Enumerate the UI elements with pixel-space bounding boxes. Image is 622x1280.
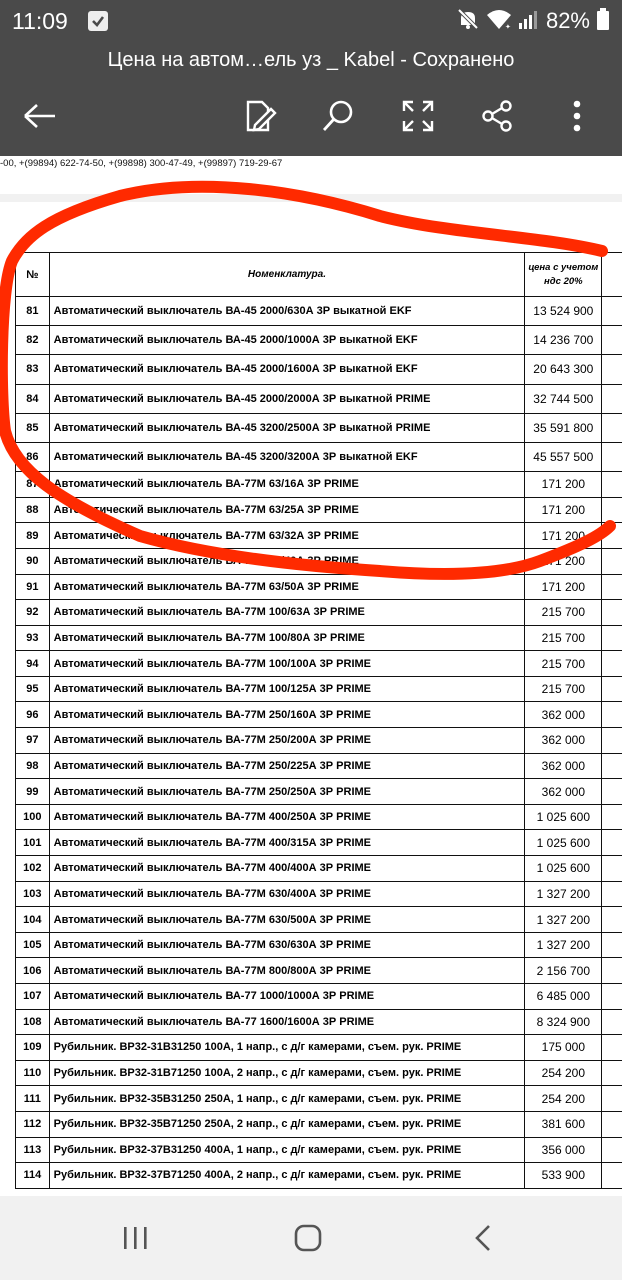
row-number: 91 bbox=[16, 574, 50, 600]
row-number: 103 bbox=[16, 881, 50, 907]
row-name: Автоматический выключатель ВА-77М 400/315А 3Р PRIME bbox=[49, 830, 525, 856]
row-name: Автоматический выключатель ВА-45 3200/3200А 3Р выкатной EKF bbox=[49, 442, 525, 471]
row-price: 254 200 bbox=[525, 1060, 602, 1086]
row-name: Автоматический выключатель ВА-77М 400/400А 3Р PRIME bbox=[49, 856, 525, 882]
row-number: 105 bbox=[16, 932, 50, 958]
row-name: Автоматический выключатель ВА-77 1600/1600А 3Р PRIME bbox=[49, 1009, 525, 1035]
table-row bbox=[16, 1060, 622, 1086]
row-number: 107 bbox=[16, 984, 50, 1010]
row-name: Автоматический выключатель ВА-77М 63/50А 3Р PRIME bbox=[49, 574, 525, 600]
row-number: 101 bbox=[16, 830, 50, 856]
table-row bbox=[16, 753, 622, 779]
table-row bbox=[16, 1111, 622, 1137]
row-number: 108 bbox=[16, 1009, 50, 1035]
row-name: Автоматический выключатель ВА-45 2000/1000А 3Р выкатной EKF bbox=[49, 326, 525, 355]
share-button[interactable] bbox=[475, 94, 519, 138]
row-number: 106 bbox=[16, 958, 50, 984]
table-header-row bbox=[16, 253, 622, 297]
header-num: № bbox=[16, 253, 50, 297]
row-price: 362 000 bbox=[525, 753, 602, 779]
checkbox-icon bbox=[88, 11, 108, 31]
home-button[interactable] bbox=[283, 1218, 333, 1258]
row-number: 102 bbox=[16, 856, 50, 882]
row-name: Автоматический выключатель ВА-77М 100/100А 3Р PRIME bbox=[49, 651, 525, 677]
row-name: Автоматический выключатель ВА-77М 250/250А 3Р PRIME bbox=[49, 779, 525, 805]
row-number: 86 bbox=[16, 442, 50, 471]
row-name: Автоматический выключатель ВА-77М 63/40А 3Р PRIME bbox=[49, 548, 525, 574]
contact-phones: -00, +(99894) 622-74-50, +(99898) 300-47-49, +(99897) 719-29-67 bbox=[0, 158, 283, 169]
battery-icon bbox=[596, 7, 610, 36]
table-row bbox=[16, 1009, 622, 1035]
search-button[interactable] bbox=[316, 94, 360, 138]
fit-screen-button[interactable] bbox=[396, 94, 440, 138]
row-price: 45 557 500 bbox=[525, 442, 602, 471]
row-number: 113 bbox=[16, 1137, 50, 1163]
row-name: Рубильник. ВР32-37В31250 400А, 1 напр., с д/г камерами, съем. рук. PRIME bbox=[49, 1137, 525, 1163]
page-previous bbox=[0, 156, 622, 194]
row-price: 8 324 900 bbox=[525, 1009, 602, 1035]
row-price: 362 000 bbox=[525, 702, 602, 728]
row-price: 35 591 800 bbox=[525, 413, 602, 442]
table-row bbox=[16, 856, 622, 882]
back-arrow-icon bbox=[22, 102, 58, 130]
header-price: цена с учетом ндс 20% bbox=[525, 253, 602, 297]
row-price: 362 000 bbox=[525, 779, 602, 805]
row-number: 92 bbox=[16, 600, 50, 626]
row-number: 112 bbox=[16, 1111, 50, 1137]
signal-icon bbox=[518, 8, 540, 35]
table-row bbox=[16, 804, 622, 830]
row-number: 96 bbox=[16, 702, 50, 728]
status-bar bbox=[0, 0, 622, 42]
row-name: Автоматический выключатель ВА-77М 100/80А 3Р PRIME bbox=[49, 625, 525, 651]
edit-document-icon bbox=[243, 98, 277, 134]
back-chevron-icon bbox=[472, 1223, 494, 1253]
row-number: 109 bbox=[16, 1035, 50, 1061]
row-price: 6 485 000 bbox=[525, 984, 602, 1010]
row-name: Автоматический выключатель ВА-45 2000/2000А 3Р выкатной PRIME bbox=[49, 384, 525, 413]
row-number: 104 bbox=[16, 907, 50, 933]
row-price: 1 327 200 bbox=[525, 881, 602, 907]
table-row bbox=[16, 881, 622, 907]
search-icon bbox=[320, 98, 356, 134]
row-name: Автоматический выключатель ВА-77М 63/32А 3Р PRIME bbox=[49, 523, 525, 549]
row-price: 171 200 bbox=[525, 574, 602, 600]
row-name: Рубильник. ВР32-31В71250 100А, 2 напр., с д/г камерами, съем. рук. PRIME bbox=[49, 1060, 525, 1086]
row-price: 14 236 700 bbox=[525, 326, 602, 355]
row-number: 100 bbox=[16, 804, 50, 830]
table-row bbox=[16, 1035, 622, 1061]
system-nav-bar bbox=[0, 1196, 622, 1280]
row-price: 1 025 600 bbox=[525, 856, 602, 882]
row-name: Рубильник. ВР32-35В31250 250А, 1 напр., с д/г камерами, съем. рук. PRIME bbox=[49, 1086, 525, 1112]
row-price: 20 643 300 bbox=[525, 355, 602, 384]
table-row bbox=[16, 548, 622, 574]
row-name: Автоматический выключатель ВА-77М 250/160А 3Р PRIME bbox=[49, 702, 525, 728]
row-number: 85 bbox=[16, 413, 50, 442]
row-name: Автоматический выключатель ВА-77М 63/16А 3Р PRIME bbox=[49, 472, 525, 498]
row-number: 84 bbox=[16, 384, 50, 413]
edit-button[interactable] bbox=[238, 94, 282, 138]
table-row bbox=[16, 1163, 622, 1189]
row-number: 99 bbox=[16, 779, 50, 805]
row-price: 215 700 bbox=[525, 625, 602, 651]
wifi-icon bbox=[486, 8, 512, 35]
row-number: 97 bbox=[16, 728, 50, 754]
row-number: 114 bbox=[16, 1163, 50, 1189]
row-price: 1 327 200 bbox=[525, 932, 602, 958]
row-number: 95 bbox=[16, 676, 50, 702]
document-title: Цена на автом…ель уз _ Kabel - Сохранено bbox=[107, 49, 515, 71]
row-price: 175 000 bbox=[525, 1035, 602, 1061]
table-row bbox=[16, 472, 622, 498]
row-price: 171 200 bbox=[525, 523, 602, 549]
table-row bbox=[16, 651, 622, 677]
recent-apps-button[interactable] bbox=[110, 1218, 160, 1258]
table-row bbox=[16, 932, 622, 958]
recent-apps-icon bbox=[120, 1224, 150, 1252]
back-button[interactable] bbox=[18, 94, 62, 138]
row-price: 381 600 bbox=[525, 1111, 602, 1137]
nav-back-button[interactable] bbox=[458, 1218, 508, 1258]
row-name: Рубильник. ВР32-35В71250 250А, 2 напр., с д/г камерами, съем. рук. PRIME bbox=[49, 1111, 525, 1137]
row-price: 171 200 bbox=[525, 472, 602, 498]
table-row bbox=[16, 779, 622, 805]
row-price: 1 025 600 bbox=[525, 804, 602, 830]
table-row bbox=[16, 442, 622, 471]
svg-text:✦: ✦ bbox=[504, 23, 511, 30]
row-price: 171 200 bbox=[525, 548, 602, 574]
row-price: 2 156 700 bbox=[525, 958, 602, 984]
row-number: 89 bbox=[16, 523, 50, 549]
row-number: 93 bbox=[16, 625, 50, 651]
table-row bbox=[16, 830, 622, 856]
table-row bbox=[16, 728, 622, 754]
table-row bbox=[16, 413, 622, 442]
app-bar bbox=[0, 42, 622, 156]
row-name: Рубильник. ВР32-37В71250 400А, 2 напр., с д/г камерами, съем. рук. PRIME bbox=[49, 1163, 525, 1189]
document-viewer[interactable] bbox=[0, 156, 622, 1196]
more-options-button[interactable] bbox=[555, 94, 599, 138]
row-number: 110 bbox=[16, 1060, 50, 1086]
row-name: Автоматический выключатель ВА-77М 630/630А 3Р PRIME bbox=[49, 932, 525, 958]
table-row bbox=[16, 676, 622, 702]
row-number: 94 bbox=[16, 651, 50, 677]
table-row bbox=[16, 907, 622, 933]
row-number: 98 bbox=[16, 753, 50, 779]
table-row bbox=[16, 523, 622, 549]
row-name: Автоматический выключатель ВА-45 3200/2500А 3Р выкатной PRIME bbox=[49, 413, 525, 442]
page-current bbox=[0, 202, 622, 1196]
home-icon bbox=[293, 1223, 323, 1253]
row-name: Автоматический выключатель ВА-77 1000/1000А 3Р PRIME bbox=[49, 984, 525, 1010]
table-row bbox=[16, 326, 622, 355]
row-name: Автоматический выключатель ВА-77М 800/800А 3Р PRIME bbox=[49, 958, 525, 984]
row-price: 356 000 bbox=[525, 1137, 602, 1163]
share-icon bbox=[480, 99, 514, 133]
row-number: 81 bbox=[16, 297, 50, 326]
row-name: Автоматический выключатель ВА-77М 630/400А 3Р PRIME bbox=[49, 881, 525, 907]
row-price: 215 700 bbox=[525, 676, 602, 702]
row-price: 533 900 bbox=[525, 1163, 602, 1189]
table-row bbox=[16, 574, 622, 600]
row-number: 90 bbox=[16, 548, 50, 574]
row-price: 362 000 bbox=[525, 728, 602, 754]
row-number: 87 bbox=[16, 472, 50, 498]
table-row bbox=[16, 1086, 622, 1112]
row-number: 82 bbox=[16, 326, 50, 355]
row-price: 13 524 900 bbox=[525, 297, 602, 326]
table-row bbox=[16, 625, 622, 651]
table-row bbox=[16, 1137, 622, 1163]
row-name: Автоматический выключатель ВА-77М 63/25А 3Р PRIME bbox=[49, 497, 525, 523]
more-vert-icon bbox=[572, 99, 582, 133]
header-name: Номенклатура. bbox=[49, 253, 525, 297]
row-name: Автоматический выключатель ВА-45 2000/1600А 3Р выкатной EKF bbox=[49, 355, 525, 384]
table-row bbox=[16, 958, 622, 984]
row-number: 83 bbox=[16, 355, 50, 384]
row-name: Автоматический выключатель ВА-77М 400/250А 3Р PRIME bbox=[49, 804, 525, 830]
row-price: 215 700 bbox=[525, 600, 602, 626]
row-name: Рубильник. ВР32-31В31250 100А, 1 напр., с д/г камерами, съем. рук. PRIME bbox=[49, 1035, 525, 1061]
row-number: 88 bbox=[16, 497, 50, 523]
row-name: Автоматический выключатель ВА-77М 250/200А 3Р PRIME bbox=[49, 728, 525, 754]
row-name: Автоматический выключатель ВА-77М 250/225А 3Р PRIME bbox=[49, 753, 525, 779]
table-row bbox=[16, 384, 622, 413]
row-name: Автоматический выключатель ВА-77М 100/63А 3Р PRIME bbox=[49, 600, 525, 626]
row-name: Автоматический выключатель ВА-77М 630/500А 3Р PRIME bbox=[49, 907, 525, 933]
table-row bbox=[16, 600, 622, 626]
row-name: Автоматический выключатель ВА-77М 100/125А 3Р PRIME bbox=[49, 676, 525, 702]
row-number: 111 bbox=[16, 1086, 50, 1112]
table-row bbox=[16, 984, 622, 1010]
row-name: Автоматический выключатель ВА-45 2000/630А 3Р выкатной EKF bbox=[49, 297, 525, 326]
table-row bbox=[16, 355, 622, 384]
row-price: 32 744 500 bbox=[525, 384, 602, 413]
expand-icon bbox=[401, 99, 435, 133]
table-row bbox=[16, 297, 622, 326]
row-price: 171 200 bbox=[525, 497, 602, 523]
clock: 11:09 bbox=[12, 8, 68, 34]
row-price: 215 700 bbox=[525, 651, 602, 677]
table-row bbox=[16, 702, 622, 728]
price-table bbox=[15, 252, 622, 1189]
row-price: 254 200 bbox=[525, 1086, 602, 1112]
row-price: 1 327 200 bbox=[525, 907, 602, 933]
row-price: 1 025 600 bbox=[525, 830, 602, 856]
table-row bbox=[16, 497, 622, 523]
battery-percent: 82% bbox=[545, 8, 590, 33]
mute-icon bbox=[456, 7, 480, 36]
